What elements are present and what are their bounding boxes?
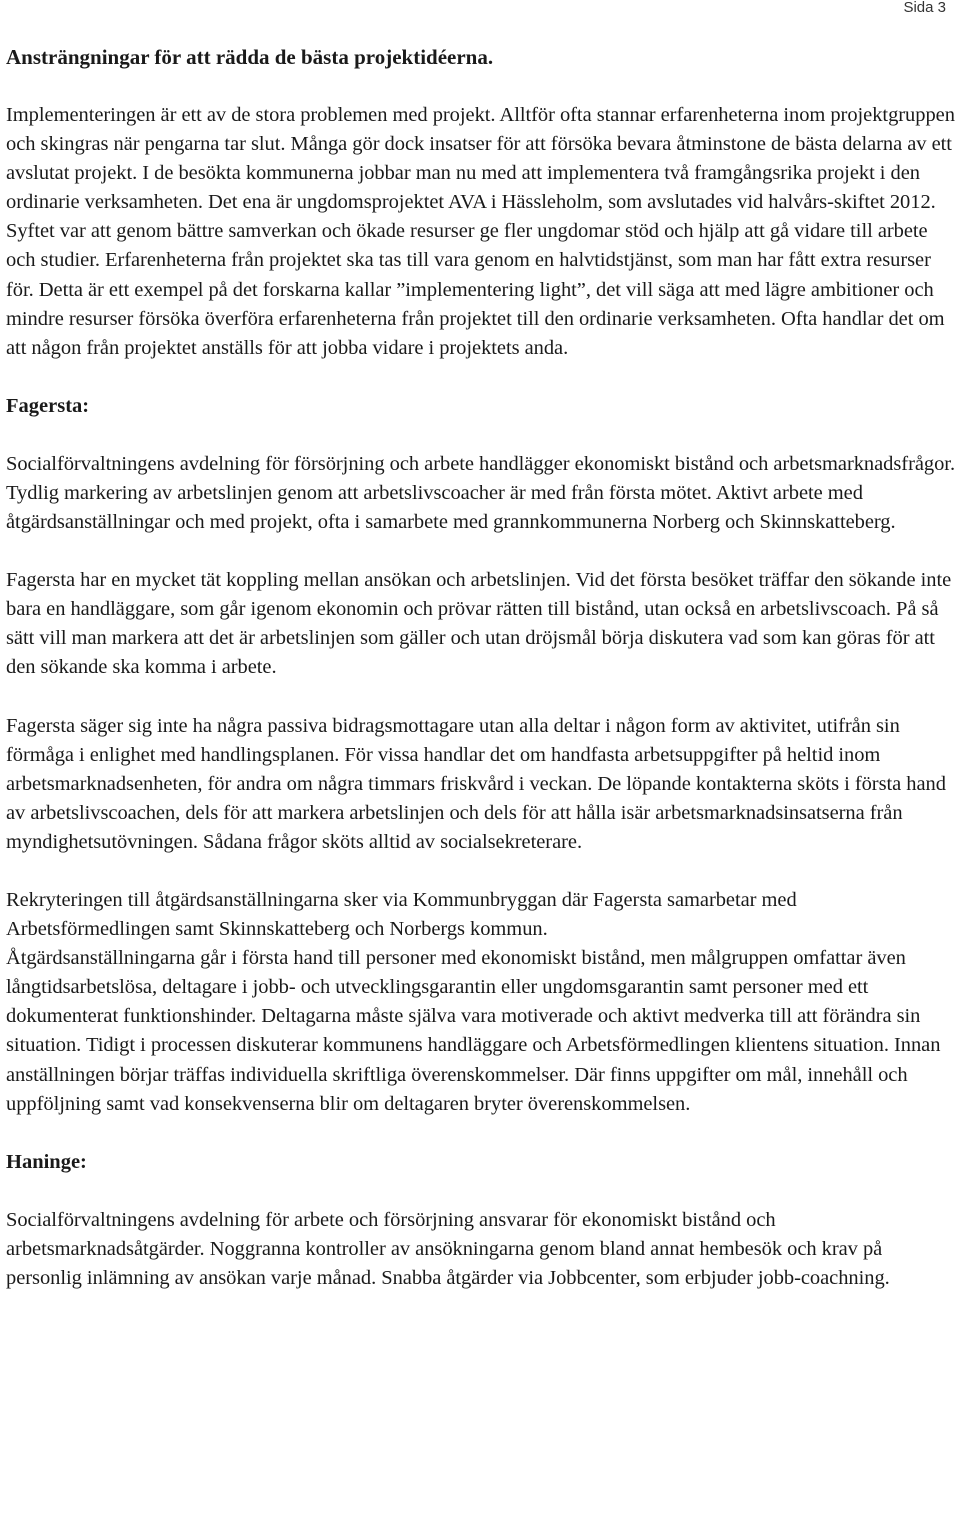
spacer	[6, 683, 956, 712]
document-body	[6, 43, 956, 1293]
spacer	[6, 363, 956, 392]
spacer	[6, 421, 956, 450]
section-heading-fagersta: Fagersta:	[6, 394, 90, 417]
fagersta-paragraph: Åtgärdsanställningarna går i första hand till personer med ekonomiskt bistånd, men målgruppen omfattar även långtidsarbetslösa, deltagare i jobb- och utvecklingsgarantin eller ungdomsgarantin samt personer med ett dokumenterat funktionshinder. Deltagarna måste själva vara motiverade och aktivt medverka till att förändra sin situation. Tidigt i processen diskuterar kommunens handläggare och Arbetsförmedlingen klientens situation. Innan anställningen börjar träffas individuella skriftliga överenskommelser. Där finns uppgifter om mål, innehåll och uppföljning samt vad konsekvenserna blir om deltagaren bryter överenskommelsen.	[6, 947, 941, 1115]
spacer	[6, 72, 956, 101]
section-heading-haninge: Haninge:	[6, 1150, 87, 1173]
document-title: Ansträngningar för att rädda de bästa projektidéerna.	[6, 45, 494, 69]
fagersta-paragraph: Fagersta har en mycket tät koppling mellan ansökan och arbetslinjen. Vid det första besöket träffar den sökande inte bara en handläggare, som går igenom ekonomin och prövar rätten till bistånd, utan också en arbetslivscoach. På så sätt vill man markera att det är arbetslinjen som gäller och utan dröjsmål börja diskutera vad som kan göras för att den sökande ska komma i arbete.	[6, 569, 952, 679]
spacer	[6, 537, 956, 566]
intro-paragraph: Implementeringen är ett av de stora problemen med projekt. Alltför ofta stannar erfarenheterna inom projektgruppen och skingras när pengarna tar slut. Många gör dock insatser för att försöka bevara åtminstone de bästa delarna av ett avslutat projekt. I de besökta kommunerna jobbar man nu med att implementera två framgångsrika projekt i den ordinarie verksamheten. Det ena är ungdomsprojektet AVA i Hässleholm, som avslutades vid halvårs-skiftet 2012. Syftet var att genom bättre samverkan och ökade resurser ge fler ungdomar stöd och hjälp att gå vidare till arbete och studier. Erfarenheterna från projektet ska tas till vara genom en halvtidstjänst, som man har fått extra resurser för. Detta är ett exempel på det forskarna kallar ”implementering light”, det vill säga att med lägre ambitioner och mindre resurser försöka överföra erfarenheterna från projektet till den ordinarie verksamheten. Ofta handlar det om att någon från projektet anställs för att jobba vidare i projektets anda.	[6, 104, 955, 359]
haninge-paragraph: Socialförvaltningens avdelning för arbete och försörjning ansvarar för ekonomiskt bistånd och arbetsmarknadsåtgärder. Noggranna kontroller av ansökningarna genom bland annat hembesök och krav på personlig inlämning av ansökan varje månad. Snabba åtgärder via Jobbcenter, som erbjuder jobb-coachning.	[6, 1208, 890, 1289]
spacer	[6, 1177, 956, 1206]
page-number: Sida 3	[903, 0, 946, 16]
fagersta-paragraph: Rekryteringen till åtgärdsanställningarna sker via Kommunbryggan där Fagersta samarbetar med Arbetsförmedlingen samt Skinnskatteberg och Norbergs kommun.	[6, 888, 797, 941]
spacer	[6, 857, 956, 886]
fagersta-paragraph: Fagersta säger sig inte ha några passiva bidragsmottagare utan alla deltar i någon form av aktivitet, utifrån sin förmåga i enlighet med handlingsplanen. För vissa handlar det om handfasta arbetsuppgifter på heltid inom arbetsmarknadsenheten, för andra om några timmars friskvård i veckan. De löpande kontakterna sköts i första hand av arbetslivscoachen, dels för att markera arbetslinjen och dels för att hålla isär arbetsmarknadsinsatserna från myndighetsutövningen. Sådana frågor sköts alltid av socialsekreterare.	[6, 714, 946, 853]
spacer	[6, 1119, 956, 1148]
fagersta-paragraph: Socialförvaltningens avdelning för försörjning och arbete handlägger ekonomiskt bistånd och arbetsmarknadsfrågor. Tydlig markering av arbetslinjen genom att arbetslivscoacher är med från första mötet. Aktivt arbete med åtgärdsanställningar och med projekt, ofta i samarbete med grannkommunerna Norberg och Skinnskatteberg.	[6, 452, 956, 534]
